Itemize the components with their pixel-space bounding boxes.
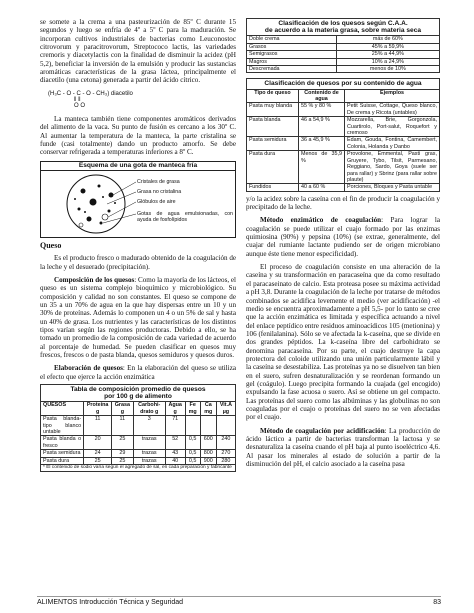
table-cell: 0,5 <box>185 457 200 464</box>
table-row <box>247 51 440 58</box>
table-cell: Magros <box>247 58 337 65</box>
composition-table-wrap <box>40 384 236 472</box>
run-in-heading: Composición de los quesos <box>54 275 135 284</box>
formula-text: (H₃C - O - C - O - CH₃) diacetilo <box>48 90 133 97</box>
table-cell: Fundidos <box>247 184 299 191</box>
table-cell: 40 a 60 % <box>299 184 345 191</box>
table-row <box>41 457 236 464</box>
table-cell: Pasta dura <box>41 457 84 464</box>
table-cell: 270 <box>216 450 235 457</box>
paragraph: Método enzimático de coagulación: Para lograr la coagulación se puede utilizar el cuajo formado por las enzimas quimiosina (90%) y pepsina (10%) (se extrae, generalmente, del cuajar del rumiante lactante pudiendo ser de origen microbiano aunque éste tiene menor especificidad). <box>246 216 440 258</box>
table-row <box>41 416 236 436</box>
fat-classification-table <box>246 35 440 73</box>
column-header: Ca mg <box>200 402 216 416</box>
table-cell: trazas <box>133 436 165 450</box>
table-row <box>247 36 440 43</box>
table-row <box>247 103 440 117</box>
table-footnote: * El contenido de sodio varía según el agregado de sal, en cada preparación y fabricante <box>40 465 236 472</box>
table-cell: 20 <box>84 436 112 450</box>
table-cell: 3 <box>133 416 165 436</box>
table-cell: 55 % y 80 % <box>299 103 345 117</box>
column-header: Ejemplos <box>345 89 440 103</box>
table-cell: Pasta semidura <box>41 450 84 457</box>
table-cell: Provolone, Emmental, Pasti gras, Gruyere, Tybo, Tilsit, Parmesano, Reggiano, Sardo, Goya (suele ser para rallar) y Sbrinz (para rallar sobre plaute) <box>345 151 440 184</box>
column-header: Carbohi-drato g <box>133 402 165 416</box>
paragraph: El proceso de coagulación consiste en una alteración de la caseína y su transformación en paracaseína que da como resultado el paracaseinato de calcio. Esta proteasa posee su máxima actividad a pH 3,8. Durante la coagulación de la leche por tratarse de métodos combinados se acidifica levemente el medio (ver acidificación) -el medio se encuentra aproximadamente a pH 5,5- por lo tanto se cree que la acción enzimática es limitada y específica actuando a nivel del enlace peptídico entre residuos aminoacídicos 105 (metionina) y 106 (fenilalanina). Sólo se ve afectada la k-caseína, que se divide en dos grandes péptidos. La k-caseína libre del carbohidrato se denomina paracaseína. Por su parte, el cuajo destruye la capa protectora del coloide utilizando una unión particularmente lábil y la caseína se desestabiliza. Las proteínas ya no se disuelven tan bien en el suero, sufren desnaturalización y se reordenan formando un gel (coágulo). Luego precipita formando la cuajada (gel encogido) expulsando la fase acuosa o suero. Así se obtiene un gel compacto. Las proteínas del suero como las albúminas y las globulinas no son coaguladas por el cuajo o proteínas del suero no se ven afectadas por el cuajo. <box>246 263 440 422</box>
column-header: Agua g <box>165 402 185 416</box>
column-header: Vit.A µg <box>216 402 235 416</box>
table-cell: Mozzarella, Brie, Gorgonzola, Cuartirolo, Port-salut, Roquefort y cremoso <box>345 117 440 137</box>
table-cell: Pasta muy blanda <box>247 103 299 117</box>
table-caption: Clasificación de quesos por su contenido de agua <box>246 78 440 88</box>
table-cell: trazas <box>133 457 165 464</box>
section-heading: Queso <box>40 240 62 250</box>
table-caption: Tabla de composición promedio de quesos por 100 g de alimento <box>40 384 236 401</box>
right-column <box>246 18 440 468</box>
paragraph: Composición de los quesos: Como la mayoría de los lácteos, el queso es un sistema complejo bioquímico y microbiológico. Su composición y calidad no son constantes. El queso se compone de un 35 a un 70% de agua en la que hay dispersas entre un 10 y un 30% de proteínas. Además lo componen un 4 o un 5% de sal y hasta un 40% de grasa. Los nutrientes y las características de los distintos tipos varían según las regiones productoras. Debido a ello, se ha tomado un promedio de la composición de cada variedad de acuerdo al porcentaje de humedad. Se pueden clasificar en quesos muy frescos, frescos o de pasta blanda, quesos semiduros y quesos duros. <box>40 275 237 359</box>
figure-label: Glóbulos de aire <box>137 198 176 205</box>
table-cell: Semigrasos <box>247 51 337 58</box>
table-body <box>41 416 236 465</box>
table-cell: Grasos <box>247 43 337 50</box>
table-cell: Menos de 35,9 % <box>299 151 345 184</box>
column-header: Contenido de agua <box>299 89 345 103</box>
table-cell: 52 <box>165 436 185 450</box>
table-cell: Pasta blanda o fresco <box>41 436 84 450</box>
table-cell: 11 <box>84 416 112 436</box>
paragraph: La manteca también tiene componentes aromáticos derivados del alimento de la vaca. Su punto de fusión es cercano a los 30º C. Al aumentar la temperatura de la manteca, la parte cristalina se funde (casi totalmente) dando un producto amorfo. Se debe conservar refrigerada a temperaturas inferiores a 8º C. <box>40 115 236 157</box>
table-cell: 11 <box>112 416 134 436</box>
column-header: Tipo de queso <box>247 89 299 103</box>
table-cell: Porciones, Bloques y Pasta untable <box>345 184 440 191</box>
figure-body <box>41 171 235 237</box>
paragraph: Es el producto fresco o madurado obtenido de la coagulación de la leche y el desuerado (precipitación). <box>40 254 237 271</box>
run-in-heading: Elaboración de quesos <box>54 364 123 373</box>
table-cell: 46 a 54,9 % <box>299 117 345 137</box>
table-row <box>247 66 440 73</box>
table-cell <box>200 416 216 436</box>
table-row <box>247 58 440 65</box>
composition-table <box>40 401 236 465</box>
table-cell <box>185 416 200 436</box>
table-row <box>247 151 440 184</box>
paragraph: se somete a la crema a una pasteurización de 85º C durante 15 segundos y luego se enfría de 4º a 5º C para la maduración. Se incorporan cultivos industriales de bacterias como Leuconostoc citrovorum y paracitrovorum, Streptococo lactis, las variedades cremoris y diacetylactis con la finalidad de disminuir la acidez (pH 5,2), beneficiar la inversión de la emulsión y producir las sustancias aromáticas características de la grasa láctea, principalmente el diacetilo (una cetona) generada a partir del ácido cítrico. <box>40 18 236 85</box>
column-header: QUESOS <box>41 402 84 416</box>
table-cell: 40 <box>165 457 185 464</box>
table-cell: menos de 10% <box>336 66 439 73</box>
table-cell: Petit Suisse, Cottage, Queso blanco, De crema y Ricota (untables) <box>345 103 440 117</box>
table-cell: 25 <box>112 457 134 464</box>
column-header: Fe mg <box>185 402 200 416</box>
water-classification-table <box>246 89 440 192</box>
table-cell: Pasta blanda <box>247 117 299 137</box>
table-cell: 25 <box>84 457 112 464</box>
table-cell: 900 <box>200 457 216 464</box>
table-cell: 280 <box>216 457 235 464</box>
table-caption: Clasificación de los quesos según C.A.A. de acuerdo a la materia grasa, sobre materia seca <box>246 18 440 35</box>
paragraph: y/o la acidez sobre la caseína con el fin de producir la coagulación y precipitado de la leche. <box>246 194 440 212</box>
footer-title: ALIMENTOS Introducción Técnica y Seguridad <box>37 599 184 606</box>
table-cell: 10% a 24,9% <box>336 58 439 65</box>
table-cell: 24 <box>84 450 112 457</box>
figure-label: Grasa no cristalina <box>137 188 182 195</box>
butter-drop-figure <box>40 161 236 238</box>
table-cell: 45% a 59,9% <box>336 43 439 50</box>
table-row <box>247 117 440 137</box>
table-cell: 71 <box>165 416 185 436</box>
fat-classification-table-wrap <box>246 18 440 73</box>
column-header: Grasa g <box>112 402 134 416</box>
water-classification-table-wrap <box>246 78 440 191</box>
table-row <box>41 436 236 450</box>
table-row <box>247 184 440 191</box>
formula-double-bonds: ‖ ‖ <box>74 97 81 104</box>
figure-title: Esquema de una gota de manteca fría <box>41 162 235 171</box>
figure-label: Gotas de agua emulsionadas, con ayuda de fosfolípidos <box>137 210 233 223</box>
table-cell: trazas <box>133 450 165 457</box>
table-cell: Pasta semidura <box>247 137 299 151</box>
table-cell: 36 a 45,9 % <box>299 137 345 151</box>
page-number: 83 <box>433 599 441 606</box>
figure-label: Cristales de grasa <box>137 178 180 185</box>
table-cell: 240 <box>216 436 235 450</box>
column-header: Proteína g <box>84 402 112 416</box>
run-in-heading: Método de coagulación por acidificación <box>260 426 385 435</box>
table-cell: Edam, Gouda, Fontina, Camembert, Colonia, Holanda y Danbo <box>345 137 440 151</box>
page-footer <box>37 596 441 606</box>
table-cell: 0,5 <box>185 450 200 457</box>
table-cell: 25% a 44,9% <box>336 51 439 58</box>
table-cell <box>216 416 235 436</box>
table-row <box>247 137 440 151</box>
paragraph: Elaboración de quesos: En la elaboración del queso se utiliza el efecto que ejerce la acción enzimática <box>40 364 237 381</box>
table-cell: 25 <box>112 436 134 450</box>
table-row <box>247 43 440 50</box>
table-cell: Doble crema <box>247 36 337 43</box>
table-cell: Pasta blanda-tipo blanco untable <box>41 416 84 436</box>
paragraph: Método de coagulación por acidificación: La producción de ácido láctico a partir de bacterias transforman la lactosa y se desnaturaliza la caseína cuando el pH baja al punto isoeléctrico 4,6. Al pasar los minerales al estado de solución a partir de la disminución del pH, el calcio asociado a la caseína pasa <box>246 426 440 469</box>
table-cell: 800 <box>200 450 216 457</box>
table-cell: 29 <box>112 450 134 457</box>
diacetyl-formula <box>48 90 236 109</box>
table-cell: Pasta dura <box>247 151 299 184</box>
table-cell: más de 60% <box>336 36 439 43</box>
table-cell: Descremada <box>247 66 337 73</box>
run-in-heading: Método enzimático de coagulación <box>260 216 382 225</box>
table-cell: 43 <box>165 450 185 457</box>
table-cell: 0,5 <box>185 436 200 450</box>
table-row <box>41 450 236 457</box>
left-column <box>40 18 236 472</box>
formula-oxygens: O O <box>74 103 86 110</box>
table-cell: 600 <box>200 436 216 450</box>
